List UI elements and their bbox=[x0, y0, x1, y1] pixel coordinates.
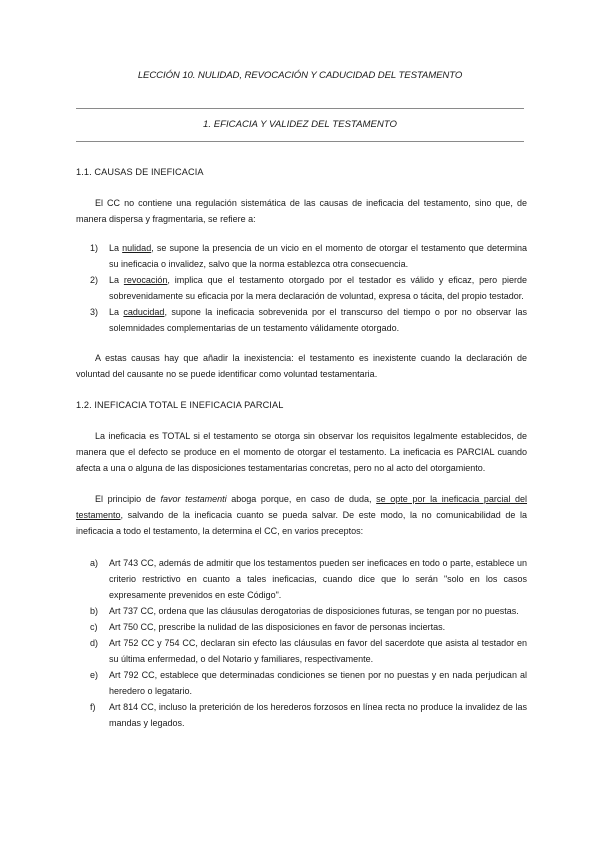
paragraph-favor-testamenti bbox=[76, 491, 527, 539]
item-text: , supone la ineficacia sobrevenida por el transcurso del tiempo o por no observar las solemnidades complementarias de un testamento válidamente otorgado. bbox=[109, 307, 527, 333]
paragraph-total-parcial: La ineficacia es TOTAL si el testamento se otorga sin observar los requisitos legalmente establecidos, de manera que el defecto se produce en el momento de otorgar el testamento. La ineficacia es PARCIAL cuando afecta a una o alguna de las disposiciones testamentarias concretas, pero no al acto del otorgamiento. bbox=[76, 431, 527, 473]
list-marker: a) bbox=[90, 558, 99, 568]
list-marker: b) bbox=[90, 606, 99, 616]
item-text: La bbox=[109, 307, 124, 317]
term-nulidad: nulidad bbox=[122, 243, 152, 253]
list-item bbox=[76, 272, 527, 304]
list-item bbox=[76, 304, 527, 336]
list-item bbox=[76, 240, 527, 272]
list-item bbox=[76, 635, 527, 667]
item-text: Art 750 CC, prescribe la nulidad de las disposiciones en favor de personas inciertas. bbox=[109, 622, 446, 632]
item-text: La bbox=[109, 275, 124, 285]
item-text: , implica que el testamento otorgado por el testador es válido y eficaz, pero pierde sobrevenidamente su eficacia por la mera declaración de voluntad, expresa o tácita, del propio testador. bbox=[109, 275, 528, 301]
paragraph-intro: El CC no contiene una regulación sistemática de las causas de ineficacia del testamento, sino que, de manera dispersa y fragmentaria, se refiere a: bbox=[76, 198, 527, 224]
item-text: , se supone la presencia de un vicio en el momento de otorgar el testamento que determina su ineficacia o invalidez, salvo que la norma establezca otra consecuencia. bbox=[109, 243, 527, 269]
item-text: Art 752 CC y 754 CC, declaran sin efecto las cláusulas en favor del sacerdote que asista al testador en su última enfermedad, o del Notario y familiares, respectivamente. bbox=[109, 638, 527, 664]
paragraph-inexistencia: A estas causas hay que añadir la inexistencia: el testamento es inexistente cuando la declaración de voluntad del causante no se puede identificar como voluntad testamentaria. bbox=[76, 353, 527, 379]
list-marker: e) bbox=[90, 670, 99, 680]
item-text: Art 743 CC, además de admitir que los testamentos pueden ser ineficaces en todo o parte, establece un criterio restrictivo en cuanto a tales ineficacias, cuando dice que lo serán "solo en los casos expresamente prevenidos en este Código". bbox=[109, 558, 527, 600]
list-marker: 3) bbox=[90, 307, 99, 317]
item-text: Art 737 CC, ordena que las cláusulas derogatorias de disposiciones futuras, se tengan por no puestas. bbox=[109, 606, 519, 616]
list-item bbox=[76, 619, 527, 635]
section-title: 1. EFICACIA Y VALIDEZ DEL TESTAMENTO bbox=[203, 119, 397, 130]
term-revocacion: revocación bbox=[123, 275, 168, 285]
articles-list bbox=[76, 555, 527, 731]
lesson-title: LECCIÓN 10. NULIDAD, REVOCACIÓN Y CADUCIDAD DEL TESTAMENTO bbox=[137, 70, 463, 81]
list-item bbox=[76, 603, 527, 619]
list-marker: d) bbox=[90, 638, 99, 648]
p2-text: , salvando de la ineficacia cuanto se pueda salvar. De este modo, la no comunicabilidad de la ineficacia a todo el testamento, la determina el CC, en varios preceptos: bbox=[76, 510, 527, 536]
divider-bottom bbox=[76, 141, 524, 142]
underlined-phrase: se opte por la ineficacia parcial del testamento bbox=[76, 494, 528, 520]
p2-text: El principio de bbox=[95, 494, 161, 504]
list-marker: f) bbox=[90, 702, 96, 712]
item-text: Art 792 CC, establece que determinadas condiciones se tienen por no puestas y en nada perjudican al heredero o legatario. bbox=[109, 670, 527, 696]
favor-testamenti-term: favor testamenti bbox=[160, 494, 227, 504]
list-marker: c) bbox=[90, 622, 98, 632]
heading-causas-ineficacia: 1.1. CAUSAS DE INEFICACIA bbox=[76, 167, 204, 177]
term-caducidad: caducidad bbox=[123, 307, 165, 317]
list-marker: 1) bbox=[90, 243, 99, 253]
list-item bbox=[76, 555, 527, 603]
item-text: Art 814 CC, incluso la preterición de los herederos forzosos en línea recta no produce la invalidez de las mandas y legados. bbox=[109, 702, 527, 728]
list-item bbox=[76, 699, 527, 731]
p2-text: aboga porque, en caso de duda, bbox=[226, 494, 377, 504]
divider-top bbox=[76, 108, 524, 109]
list-marker: 2) bbox=[90, 275, 99, 285]
list-item bbox=[76, 667, 527, 699]
causes-list bbox=[76, 240, 527, 336]
item-text: La bbox=[109, 243, 123, 253]
heading-ineficacia-total-parcial: 1.2. INEFICACIA TOTAL E INEFICACIA PARCIAL bbox=[76, 400, 284, 410]
